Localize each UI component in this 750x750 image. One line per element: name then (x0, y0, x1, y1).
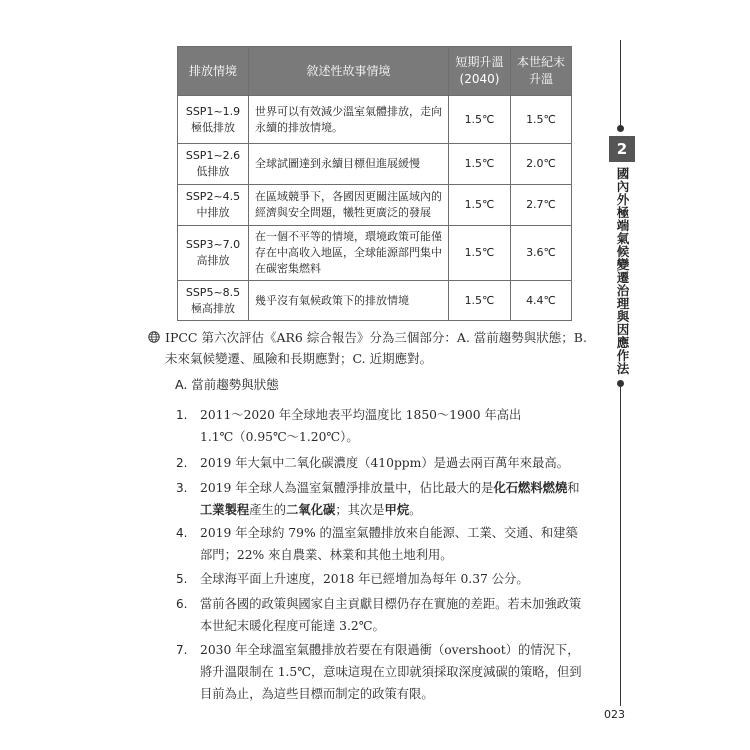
list-item (176, 452, 584, 474)
list-item (176, 522, 584, 566)
header-near-term: 短期升溫 (2040) (449, 47, 511, 96)
header-scenario: 排放情境 (178, 47, 249, 96)
item-text: 當前各國的政策與國家自主貢獻目標仍存在實施的差距。若未加強政策本世紀末暖化程度可能達 3.2℃。 (200, 597, 582, 633)
globe-icon (148, 331, 160, 343)
item-text-part: ；其次是 (335, 503, 385, 517)
item-number: 5. (176, 572, 188, 586)
item-number: 1. (176, 408, 188, 422)
cell-story: 全球試圖達到永續目標但進展緩慢 (249, 144, 449, 185)
item-text-part: 和 (567, 481, 580, 495)
table-row (178, 144, 572, 185)
list-item (176, 568, 584, 590)
item-text: 2019 年大氣中二氧化碳濃度（410ppm）是過去兩百萬年來最高。 (200, 456, 569, 470)
table-row (178, 96, 572, 144)
highlight-methane: 甲烷 (384, 503, 410, 517)
cell-near-term: 1.5℃ (449, 281, 511, 321)
item-number: 3. (176, 481, 188, 495)
cell-end-century: 1.5℃ (511, 96, 572, 144)
page-number: 023 (604, 708, 625, 721)
highlight-industrial-process: 工業製程 (200, 503, 250, 517)
highlight-carbon-dioxide: 二氧化碳 (286, 503, 336, 517)
cell-scenario: SSP2~4.5 中排放 (178, 185, 249, 226)
table-row (178, 281, 572, 321)
item-text-part: 2019 年全球人為溫室氣體淨排放量中，佔比最大的是 (200, 481, 494, 495)
cell-scenario: SSP5~8.5 極高排放 (178, 281, 249, 321)
list-item (176, 639, 584, 705)
section-title: A. 當前趨勢與狀態 (175, 377, 279, 392)
chapter-divider-dot-top (617, 125, 624, 132)
cell-end-century: 2.0℃ (511, 144, 572, 185)
table-header-row (178, 47, 572, 96)
item-number: 6. (176, 597, 188, 611)
header-story: 敘述性故事情境 (249, 47, 449, 96)
cell-near-term: 1.5℃ (449, 185, 511, 226)
header-end-century: 本世紀末 升溫 (511, 47, 572, 96)
cell-scenario: SSP1~2.6 低排放 (178, 144, 249, 185)
item-text-part: 。 (409, 503, 422, 517)
cell-end-century: 3.6℃ (511, 226, 572, 281)
intro-paragraph (148, 327, 598, 369)
table-row (178, 226, 572, 281)
item-number: 2. (176, 456, 188, 470)
cell-near-term: 1.5℃ (449, 144, 511, 185)
intro-text: IPCC 第六次評估《AR6 綜合報告》分為三個部分：A. 當前趨勢與狀態；B. 未來氣候變遷、風險和長期應對；C. 近期應對。 (165, 330, 587, 366)
cell-end-century: 2.7℃ (511, 185, 572, 226)
chapter-divider-line-top (620, 40, 621, 128)
cell-near-term: 1.5℃ (449, 226, 511, 281)
item-text: 2011～2020 年全球地表平均溫度比 1850～1900 年高出 1.1℃（0.95℃～1.20℃）。 (200, 408, 522, 444)
cell-story: 在區域競爭下，各國因更關注區域內的經濟與安全問題，犧牲更廣泛的發展 (249, 185, 449, 226)
cell-near-term: 1.5℃ (449, 96, 511, 144)
item-text: 2019 年全球約 79% 的溫室氣體排放來自能源、工業、交通、和建築部門；22% 來自農業、林業和其他土地利用。 (200, 526, 578, 562)
cell-end-century: 4.4℃ (511, 281, 572, 321)
cell-story: 幾乎沒有氣候政策下的排放情境 (249, 281, 449, 321)
item-text-part: 產生的 (249, 503, 287, 517)
cell-story: 世界可以有效減少溫室氣體排放，走向永續的排放情境。 (249, 96, 449, 144)
item-text: 2030 年全球溫室氣體排放若要在有限過衝（overshoot）的情況下，將升溫限制在 1.5℃，意味這現在立即就須採取深度減碳的策略，但到目前為止，為這些目標而制定的政策有限。 (200, 643, 582, 701)
list-item (176, 477, 584, 521)
table-row (178, 185, 572, 226)
cell-scenario: SSP3~7.0 高排放 (178, 226, 249, 281)
item-text (200, 477, 584, 521)
ssp-scenario-table (177, 46, 572, 321)
list-item (176, 404, 584, 448)
chapter-number-badge: 2 (609, 136, 635, 162)
chapter-title: 國內外極端氣候變遷治理與因應作法 (615, 167, 630, 375)
cell-scenario: SSP1~1.9 極低排放 (178, 96, 249, 144)
chapter-divider-line-bottom (620, 386, 621, 706)
item-text: 全球海平面上升速度，2018 年已經增加為每年 0.37 公分。 (200, 572, 529, 586)
cell-story: 在一個不平等的情境，環境政策可能僅存在中高收入地區，全球能源部門集中在碳密集燃料 (249, 226, 449, 281)
item-number: 7. (176, 643, 188, 657)
item-number: 4. (176, 526, 188, 540)
list-item (176, 593, 584, 637)
highlight-fossil-fuel: 化石燃料燃燒 (493, 481, 568, 495)
